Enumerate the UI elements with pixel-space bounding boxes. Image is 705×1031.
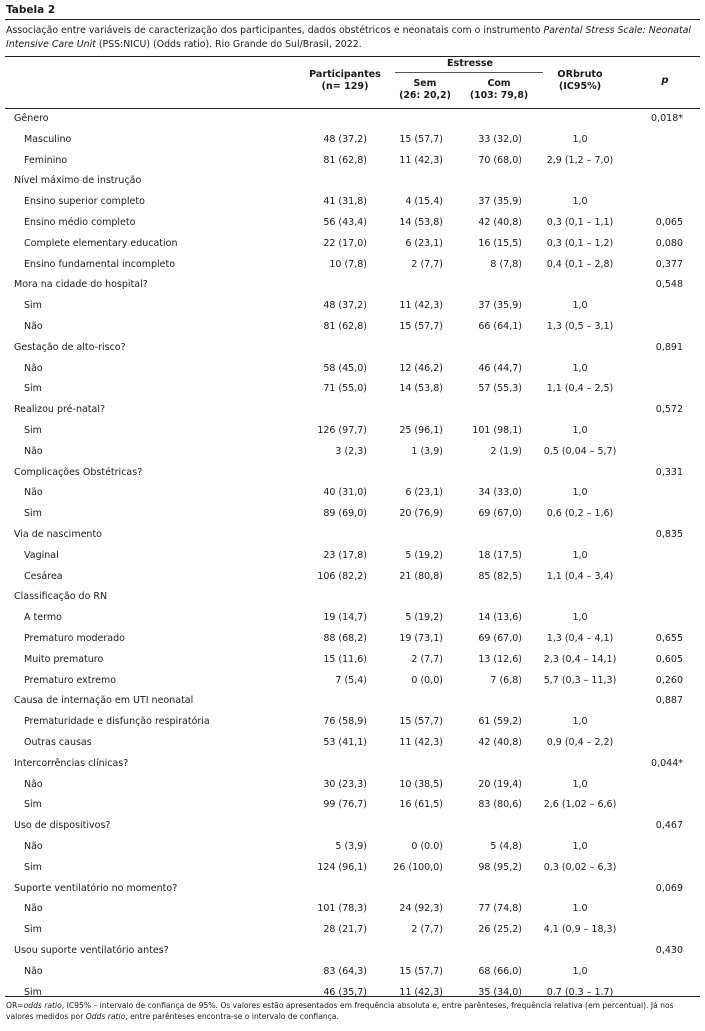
table-footnote xyxy=(6,1000,700,1022)
cell-sem-estresse: 15 (57,7) xyxy=(399,716,443,728)
cell-participantes: 58 (45,0) xyxy=(323,362,367,374)
cell-sem-estresse: 11 (42,3) xyxy=(399,154,443,166)
row-label: Sim xyxy=(24,508,42,520)
cell-com-estresse: 18 (17,5) xyxy=(478,549,522,561)
cell-p-value: 0,018* xyxy=(651,113,683,124)
cell-com-estresse: 26 (25,2) xyxy=(478,924,522,936)
row-label: Uso de dispositivos? xyxy=(14,820,111,832)
cell-sem-estresse: 24 (92,3) xyxy=(399,903,443,915)
cell-sem-estresse: 6 (23,1) xyxy=(405,487,443,499)
header-com-n: (103: 79,8) xyxy=(469,90,529,101)
cell-com-estresse: 37 (35,9) xyxy=(478,300,522,312)
row-label: Sim xyxy=(24,425,42,436)
table-row xyxy=(0,630,705,651)
table-row xyxy=(0,651,705,672)
cell-com-estresse: 8 (7,8) xyxy=(490,258,522,270)
cell-sem-estresse: 19 (73,1) xyxy=(399,633,443,644)
cell-participantes: 30 (23,3) xyxy=(323,778,367,790)
table-group-row xyxy=(0,401,705,422)
row-label: Gênero xyxy=(14,113,49,124)
cell-or-bruto: 1,0 xyxy=(572,362,588,374)
header-participantes-label: Participantes xyxy=(309,69,381,80)
row-label: Feminino xyxy=(24,154,68,166)
cell-or-bruto: 0,3 (0,1 – 1,1) xyxy=(546,217,614,228)
table-group-row xyxy=(0,817,705,838)
table-row xyxy=(0,422,705,443)
row-label: Ensino médio completo xyxy=(24,217,136,228)
table-row xyxy=(0,568,705,589)
row-label: Não xyxy=(24,445,43,457)
cell-or-bruto: 2,6 (1,02 – 6,6) xyxy=(543,799,617,811)
cell-sem-estresse: 14 (53,8) xyxy=(399,217,443,228)
row-label: A termo xyxy=(24,612,62,624)
cell-com-estresse: 98 (95,2) xyxy=(478,861,522,873)
header-p: p xyxy=(661,75,669,86)
table-row xyxy=(0,776,705,797)
cell-p-value: 0,467 xyxy=(655,820,683,832)
cell-or-bruto: 5,7 (0,3 – 11,3) xyxy=(543,674,617,686)
cell-participantes: 23 (17,8) xyxy=(323,549,367,561)
cell-sem-estresse: 15 (57,7) xyxy=(399,133,443,145)
cell-or-bruto: 1,3 (0,4 – 4,1) xyxy=(546,633,614,644)
table-row xyxy=(0,609,705,630)
table-row xyxy=(0,547,705,568)
row-label: Nível máximo de instrução xyxy=(14,175,142,187)
cell-participantes: 22 (17,0) xyxy=(323,237,367,249)
cell-participantes: 46 (35,7) xyxy=(323,986,367,998)
cell-com-estresse: 35 (34,0) xyxy=(478,986,522,998)
cell-sem-estresse: 16 (61,5) xyxy=(399,799,443,811)
table-group-row xyxy=(0,276,705,297)
cell-com-estresse: 20 (19,4) xyxy=(478,778,522,790)
table-row xyxy=(0,380,705,401)
cell-participantes: 7 (5,4) xyxy=(335,674,367,686)
cell-or-bruto: 1,0 xyxy=(572,716,588,728)
row-label: Ensino fundamental incompleto xyxy=(24,258,176,270)
row-label: Sim xyxy=(24,300,42,312)
table-group-row xyxy=(0,526,705,547)
cell-or-bruto: 1,0 xyxy=(572,965,588,977)
header-com xyxy=(464,78,534,102)
cell-sem-estresse: 20 (76,9) xyxy=(399,508,443,520)
cell-sem-estresse: 0 (0,0) xyxy=(411,674,443,686)
cell-sem-estresse: 10 (38,5) xyxy=(399,778,443,790)
header-participantes-n: (n= 129) xyxy=(321,81,369,92)
cell-or-bruto: 4,1 (0,9 – 18,3) xyxy=(543,924,617,936)
cell-sem-estresse: 15 (57,7) xyxy=(399,965,443,977)
row-label: Sim xyxy=(24,861,42,873)
cell-sem-estresse: 26 (100,0) xyxy=(393,861,443,873)
row-label: Sim xyxy=(24,383,42,395)
cell-p-value: 0,065 xyxy=(655,217,683,228)
table-row xyxy=(0,672,705,693)
cell-participantes: 10 (7,8) xyxy=(329,258,367,270)
cell-participantes: 126 (97,7) xyxy=(317,425,367,436)
table-row xyxy=(0,713,705,734)
cell-sem-estresse: 0 (0.0) xyxy=(411,841,443,852)
cell-or-bruto: 1,0 xyxy=(572,841,588,852)
table-row xyxy=(0,734,705,755)
table-row xyxy=(0,131,705,152)
cell-or-bruto: 0,5 (0,04 – 5,7) xyxy=(543,445,617,457)
cell-com-estresse: 85 (82,5) xyxy=(478,570,522,582)
row-label: Sim xyxy=(24,799,42,811)
table-row xyxy=(0,193,705,214)
header-participantes xyxy=(300,69,390,93)
cell-participantes: 3 (2,3) xyxy=(335,445,367,457)
cell-participantes: 99 (76,7) xyxy=(323,799,367,811)
cell-sem-estresse: 1 (3,9) xyxy=(411,445,443,457)
cell-sem-estresse: 21 (80,8) xyxy=(399,570,443,582)
row-label: Não xyxy=(24,362,43,374)
cell-sem-estresse: 15 (57,7) xyxy=(399,321,443,332)
table-row xyxy=(0,318,705,339)
cell-com-estresse: 66 (64,1) xyxy=(478,321,522,332)
cell-com-estresse: 5 (4,8) xyxy=(490,841,522,852)
cell-participantes: 41 (31,8) xyxy=(323,196,367,208)
table-row xyxy=(0,900,705,921)
table-row xyxy=(0,152,705,173)
cell-sem-estresse: 25 (96,1) xyxy=(399,425,443,436)
table-row xyxy=(0,297,705,318)
row-label: Não xyxy=(24,841,43,852)
cell-participantes: 81 (62,8) xyxy=(323,154,367,166)
cell-participantes: 28 (21,7) xyxy=(323,924,367,936)
footnote-prefix: OR= xyxy=(6,1001,24,1010)
caption-italic: Parental Stress Scale: Neonatal Intensive Care Unit xyxy=(6,25,692,50)
cell-participantes: 71 (55,0) xyxy=(323,383,367,395)
cell-or-bruto: 0,3 (0,02 – 6,3) xyxy=(543,861,617,873)
cell-participantes: 88 (68,2) xyxy=(323,633,367,644)
table-row xyxy=(0,256,705,277)
cell-com-estresse: 42 (40,8) xyxy=(478,217,522,228)
cell-sem-estresse: 11 (42,3) xyxy=(399,737,443,748)
cell-p-value: 0,069 xyxy=(655,882,683,894)
table-row xyxy=(0,214,705,235)
row-label: Intercorrências clínicas? xyxy=(14,757,129,769)
row-label: Vaginal xyxy=(24,549,59,561)
row-label: Realizou pré-natal? xyxy=(14,404,106,416)
row-label: Sim xyxy=(24,986,42,998)
footnote-italic-1: odds ratio xyxy=(23,1001,62,1010)
cell-com-estresse: 34 (33,0) xyxy=(478,487,522,499)
cell-or-bruto: 1,0 xyxy=(572,778,588,790)
cell-participantes: 101 (78,3) xyxy=(317,903,367,915)
cell-p-value: 0,548 xyxy=(655,279,683,291)
footnote-italic-2: Odds ratio xyxy=(85,1012,126,1021)
row-label: Gestação de alto-risco? xyxy=(14,341,126,353)
cell-participantes: 83 (64,3) xyxy=(323,965,367,977)
cell-participantes: 19 (14,7) xyxy=(323,612,367,624)
table-row xyxy=(0,859,705,880)
header-bottom-rule xyxy=(5,108,700,109)
cell-sem-estresse: 6 (23,1) xyxy=(405,237,443,249)
row-label: Prematuro extremo xyxy=(24,674,117,686)
cell-com-estresse: 46 (44,7) xyxy=(478,362,522,374)
row-label: Complete elementary education xyxy=(24,237,178,249)
cell-com-estresse: 13 (12,6) xyxy=(478,653,522,665)
cell-com-estresse: 2 (1,9) xyxy=(490,445,522,457)
bottom-rule xyxy=(5,996,700,997)
footnote-suffix: , entre parênteses encontra-se o intervalo de confiança. xyxy=(125,1012,339,1021)
cell-participantes: 48 (37,2) xyxy=(323,133,367,145)
cell-p-value: 0,605 xyxy=(655,653,683,665)
cell-or-bruto: 0,6 (0,2 – 1,6) xyxy=(546,508,614,520)
row-label: Complicações Obstétricas? xyxy=(14,466,143,478)
cell-p-value: 0,080 xyxy=(655,237,683,249)
cell-p-value: 0,887 xyxy=(655,695,683,707)
cell-p-value: 0,377 xyxy=(655,258,683,270)
row-label: Prematuridade e disfunção respiratória xyxy=(24,716,210,728)
cell-sem-estresse: 11 (42,3) xyxy=(399,300,443,312)
row-label: Não xyxy=(24,487,43,499)
cell-com-estresse: 83 (80,6) xyxy=(478,799,522,811)
header-or xyxy=(540,69,620,93)
cell-sem-estresse: 2 (7,7) xyxy=(411,653,443,665)
row-label: Sim xyxy=(24,924,42,936)
table-row xyxy=(0,796,705,817)
header-top-rule xyxy=(5,56,700,57)
table-group-row xyxy=(0,110,705,131)
cell-com-estresse: 57 (55,3) xyxy=(478,383,522,395)
cell-participantes: 89 (69,0) xyxy=(323,508,367,520)
cell-p-value: 0,044* xyxy=(651,757,683,769)
cell-participantes: 81 (62,8) xyxy=(323,321,367,332)
table-group-row xyxy=(0,172,705,193)
cell-participantes: 40 (31,0) xyxy=(323,487,367,499)
table-row xyxy=(0,484,705,505)
cell-or-bruto: 1,0 xyxy=(572,549,588,561)
row-label: Causa de internação em UTI neonatal xyxy=(14,695,194,707)
cell-com-estresse: 37 (35,9) xyxy=(478,196,522,208)
table-row xyxy=(0,360,705,381)
cell-or-bruto: 1,1 (0,4 – 2,5) xyxy=(546,383,614,395)
cell-participantes: 5 (3,9) xyxy=(335,841,367,852)
table-group-row xyxy=(0,880,705,901)
top-rule xyxy=(5,19,700,20)
table-group-row xyxy=(0,339,705,360)
cell-com-estresse: 77 (74,8) xyxy=(478,903,522,915)
cell-sem-estresse: 2 (7,7) xyxy=(411,258,443,270)
row-label: Classificação do RN xyxy=(14,591,108,603)
cell-sem-estresse: 4 (15,4) xyxy=(405,196,443,208)
row-label: Não xyxy=(24,778,43,790)
table-row xyxy=(0,505,705,526)
row-label: Não xyxy=(24,965,43,977)
header-or-ci: (IC95%) xyxy=(558,81,602,92)
table-group-row xyxy=(0,755,705,776)
row-label: Cesárea xyxy=(24,570,63,582)
table-group-row xyxy=(0,464,705,485)
row-label: Prematuro moderado xyxy=(24,633,125,644)
cell-or-bruto: 0,3 (0,1 – 1,2) xyxy=(546,237,614,249)
caption-text-after: (PSS:NICU) (Odds ratio). Rio Grande do Sul/Brasil, 2022. xyxy=(95,38,362,50)
cell-com-estresse: 61 (59,2) xyxy=(478,716,522,728)
cell-com-estresse: 101 (98,1) xyxy=(472,425,522,436)
cell-or-bruto: 1,0 xyxy=(572,300,588,312)
cell-p-value: 0,260 xyxy=(655,674,683,686)
cell-com-estresse: 7 (6,8) xyxy=(490,674,522,686)
cell-or-bruto: 1,0 xyxy=(572,425,588,436)
row-label: Mora na cidade do hospital? xyxy=(14,279,148,291)
cell-com-estresse: 68 (66,0) xyxy=(478,965,522,977)
cell-sem-estresse: 12 (46,2) xyxy=(399,362,443,374)
cell-com-estresse: 69 (67,0) xyxy=(478,508,522,520)
table-row xyxy=(0,838,705,859)
cell-sem-estresse: 14 (53,8) xyxy=(399,383,443,395)
cell-participantes: 53 (41,1) xyxy=(323,737,367,748)
cell-p-value: 0,891 xyxy=(655,341,683,353)
cell-p-value: 0,572 xyxy=(655,404,683,416)
row-label: Não xyxy=(24,321,43,332)
cell-or-bruto: 2,3 (0,4 – 14,1) xyxy=(543,653,617,665)
header-sem-n: (26: 20,2) xyxy=(399,90,451,101)
header-sem xyxy=(390,78,460,102)
cell-or-bruto: 1,0 xyxy=(572,612,588,624)
cell-com-estresse: 69 (67,0) xyxy=(478,633,522,644)
cell-participantes: 56 (43,4) xyxy=(323,217,367,228)
row-label: Suporte ventilatório no momento? xyxy=(14,882,178,894)
cell-p-value: 0,331 xyxy=(655,466,683,478)
table-group-row xyxy=(0,588,705,609)
table-row xyxy=(0,963,705,984)
cell-participantes: 15 (11,6) xyxy=(323,653,367,665)
table-group-row xyxy=(0,692,705,713)
row-label: Outras causas xyxy=(24,737,92,748)
cell-com-estresse: 16 (15,5) xyxy=(478,237,522,249)
cell-com-estresse: 42 (40,8) xyxy=(478,737,522,748)
cell-p-value: 0,430 xyxy=(655,945,683,956)
cell-or-bruto: 2,9 (1,2 – 7,0) xyxy=(546,154,614,166)
header-com-label: Com xyxy=(487,78,511,89)
estresse-rule xyxy=(395,72,543,73)
table-row xyxy=(0,443,705,464)
table-row xyxy=(0,921,705,942)
cell-com-estresse: 14 (13,6) xyxy=(478,612,522,624)
cell-or-bruto: 1,1 (0,4 – 3,4) xyxy=(546,570,614,582)
cell-sem-estresse: 5 (19,2) xyxy=(405,612,443,624)
table-label: Tabela 2 xyxy=(6,4,56,16)
cell-or-bruto: 1,3 (0,5 – 3,1) xyxy=(546,321,614,332)
cell-or-bruto: 1.0 xyxy=(572,903,588,915)
caption-text-before: Associação entre variáveis de caracterização dos participantes, dados obstétricos e neonatais com o instrumento xyxy=(6,25,544,36)
cell-sem-estresse: 5 (19,2) xyxy=(405,549,443,561)
table-row xyxy=(0,235,705,256)
cell-participantes: 106 (82,2) xyxy=(317,570,367,582)
header-sem-label: Sem xyxy=(413,78,437,89)
table-group-row xyxy=(0,942,705,963)
cell-participantes: 124 (96,1) xyxy=(317,861,367,873)
cell-participantes: 76 (58,9) xyxy=(323,716,367,728)
cell-or-bruto: 0,4 (0,1 – 2,8) xyxy=(546,258,614,270)
row-label: Não xyxy=(24,903,43,915)
cell-or-bruto: 1,0 xyxy=(572,196,588,208)
cell-p-value: 0,835 xyxy=(655,529,683,540)
row-label: Masculino xyxy=(24,133,72,145)
cell-sem-estresse: 2 (7,7) xyxy=(411,924,443,936)
footnote-middle: , IC95% – intervalo de confiança de 95%. Os valores estão apresentados em frequência absoluta e, entre parênteses, frequência relativa (em percentual). Já nos valores medidos por xyxy=(6,1001,674,1021)
cell-or-bruto: 1,0 xyxy=(572,487,588,499)
table-caption xyxy=(6,24,696,51)
cell-or-bruto: 0.7 (0.3 – 1.7) xyxy=(546,986,614,998)
header-estresse: Estresse xyxy=(446,58,493,69)
row-label: Muito prematuro xyxy=(24,653,104,665)
row-label: Usou suporte ventilatório antes? xyxy=(14,945,169,956)
cell-or-bruto: 1,0 xyxy=(572,133,588,145)
cell-participantes: 48 (37,2) xyxy=(323,300,367,312)
cell-p-value: 0,655 xyxy=(655,633,683,644)
cell-or-bruto: 0,9 (0,4 – 2,2) xyxy=(546,737,614,748)
header-or-label: ORbruto xyxy=(557,69,603,80)
row-label: Via de nascimento xyxy=(14,529,102,540)
cell-com-estresse: 33 (32,0) xyxy=(478,133,522,145)
cell-sem-estresse: 11 (42,3) xyxy=(399,986,443,998)
cell-com-estresse: 70 (68,0) xyxy=(478,154,522,166)
row-label: Ensino superior completo xyxy=(24,196,145,208)
